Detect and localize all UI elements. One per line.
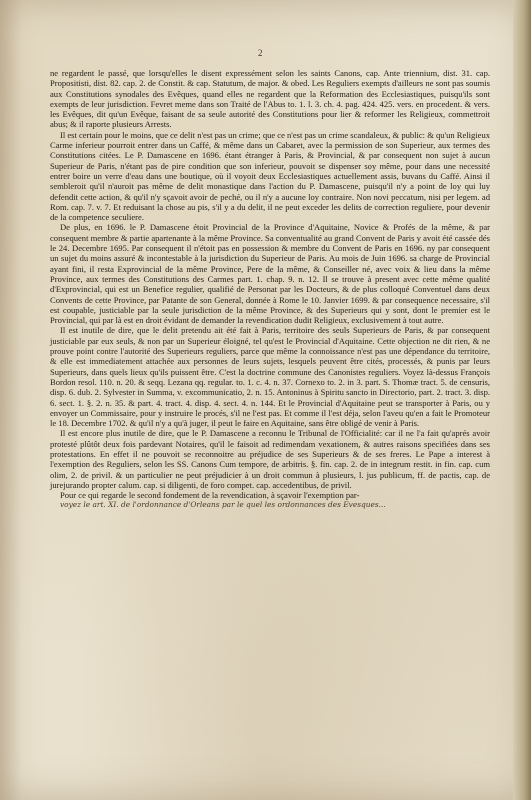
paragraph-2: Il est certain pour le moins, que ce delit n'est pas un crime; que ce n'est pas un crime scandaleux, & public: & qu'un Religieux Carme inferieur pourroit entrer dans un Caffé, & même dans un Cabaret, avec la permission de son Superieur, aux termes des Constitutions citées. Le P. Damascene en 1696. étant étranger à Paris, & Provincial, & par consequent non sujet à aucun Superieur de Paris, n'étant pas de pire condition que son inferieur, pouvoit se dispenser soy même, pour dans une necessité entrer boire un verre d'eau dans une boutique, où il voyoit deux Ecclesiastiques actuellement assis, buvans du Caffé. Ainsi il sembleroit qu'il n'auroit pas même de delit monastique dans l'action du P. Damascene, puisqu'il n'y a point de loy qui luy defendit cette action, & qu'il n'y sçavoit avoir de peché, ou il n'y a aucune loy contraire. Non novi peccatum, nisi per legem. ad Rom. cap. 7. v. 7. Et reduisant la chose au pis, s'il y a du delit, il ne peut exceder les delits de correction reguliere, pour devenir de la competence seculiere. [50, 129, 490, 223]
paragraph-1: ne regardent le passé, que lorsqu'elles le disent expressément selon les saints Canons, cap. Ante triennium, dist. 31. cap. Propositisti, dist. 82. cap. 2. de Constit. & cap. Statutum, de major. & obed. Les Reguliers exempts d'ailleurs ne sont pas soumis aux Constitutions synodales des Evêques, quand elles ne regardent que la Reformation des Ecclesiastiques, puisqu'ils sont exempts de leur jurisdiction. Fevret meme dans son Traité de l'Abus to. 1. l. 3. ch. 4. pag. 424. 425. vers. en procedent. & vers. les Evêques, dit qu'un Evêque, faisant de sa seule autorité des Constitutions pour lier & reformer les Religieux, commettroit abus; & il raporte plusieurs Arrests. [50, 68, 490, 130]
binding-shadow [0, 0, 22, 800]
body-text [50, 68, 490, 511]
paragraph-5: Il est encore plus inutile de dire, que le P. Damascene a reconnu le Tribunal de l'Officialité: car il ne l'a fait qu'aprés avoir protesté plûtôt deux fois pardevant Notaires, qu'il le faisoit ad redimendam vexationem, & autres raisons specifiées dans ses protestations. En effet il ne pouvoit se reconnoitre au préjudice de ses Superieurs & de ses freres. Le Pape a interest à l'exemption des Reguliers, selon les SS. Canons Cum tempore, de arbitris. §. fin. cap. 2. de in integrum restit. in fin. cap. cum olim, 2. de privil. & un particulier ne peut préjudicier à un droit commun à plusieurs, l. jus publicum, ff. de pactis, cap. de jurejurando propter calum. cap. si diligenti, de foro compet. cap. accedentibus, de privil. [50, 428, 490, 490]
handwritten-annotation: voyez le art. XI. de l'ordonnance d'Orleans par le quel les ordonnances des Evesques... [60, 500, 386, 510]
paragraph-6: Pour ce qui regarde le second fondement de la revendication, à sçavoir l'exemption par- [60, 490, 360, 501]
page-number: 2 [258, 48, 263, 58]
page-edge [513, 0, 531, 800]
paragraph-3: De plus, en 1696. le P. Damascene étoit Provincial de la Province d'Aquitaine, Novice & Profés de la même, & par consequent membre & partie apartenante à la même Province. Sa conventualité au grand Convent de Paris y avoit été cassée dés le 24. Decembre 1695. Par consequent il n'étoit pas en possession & membre du Convent de Paris en 1696. ny par consequent un sujet du moins assuré & incontestable à la jurisdiction du Superieur de Paris. Au mois de Juin 1696. sa charge de Provincial ayant fini, il resta Exprovincial de la même Province, Pere de la même, & Conseiller né, avec voix & lieu dans la même Province, aux termes des Constitutions des Carmes part. 1. chap. 9. n. 12. Il se trouve à present avec cette même qualité d'Exprovincial, qui est un Benefice regulier, qualifié de Personat par les Docteurs, & de plus colloqué Conventuel dans deux Convents de cette Province, par Patante de son General, donnée à Rome le 10. Janvier 1699. & par consequence necessaire, s'il est coupable, justiciable par la seule jurisdiction de la même Province, & des Superieurs qui y sont, dont le premier est le Provincial, qui par là est en droit évidant de demander la revendication dudit Religieux, exclusivement à tout autre. [50, 222, 490, 326]
paragraph-4: Il est inutile de dire, que le delit pretendu ait été fait à Paris, territoire des seuls Superieurs de Paris, & par consequent justiciable par eux seuls, & non par un Superieur éloigné, tel qu'est le Provincial d'Aquitaine. Cette objection ne dit rien, & ne prouve point contre l'autorité des Superieurs reguliers, parce que même la connoissance n'est pas une dépendance du territoire, & elle est immediatement attachée aux personnes de leurs sujets, lesquels peuvent être cités, processés, & punis par leurs Superieurs, dans quels lieux qu'ils puissent être. C'est la doctrine commune des Canonistes reguliers. Voyez là-dessus François Bordon resol. 110. n. 20. & seqq. Lezana qq. regular. to. 1. c. 4. n. 37. Cornexo to. 2. in 3. part. S. Thomæ tract. 5. de censuris, disp. 6. dub. 2. Sylvester in Summa, v. excommunicatio, 2. n. 15. Antoninus à Spiritu sancto in Directorio, part. 2. tract. 3. disp. 6. sect. 1. §. 2. n. 35. & part. 4. tract. 4. disp. 4. sect. 4. n. 144. Et le Provincial d'Aquitaine peut se transporter à Paris, ou y envoyer un Commissaire, pour y instruire le procés, s'il ne l'est pas. Et comme il l'est déja, selon l'aveu qu'en a fait le Promoteur le 18. Decembre 1702. & qu'il n'y a qu'à juger, il peut le faire en Aquitaine, sans être obligé de venir à Paris. [50, 325, 490, 429]
